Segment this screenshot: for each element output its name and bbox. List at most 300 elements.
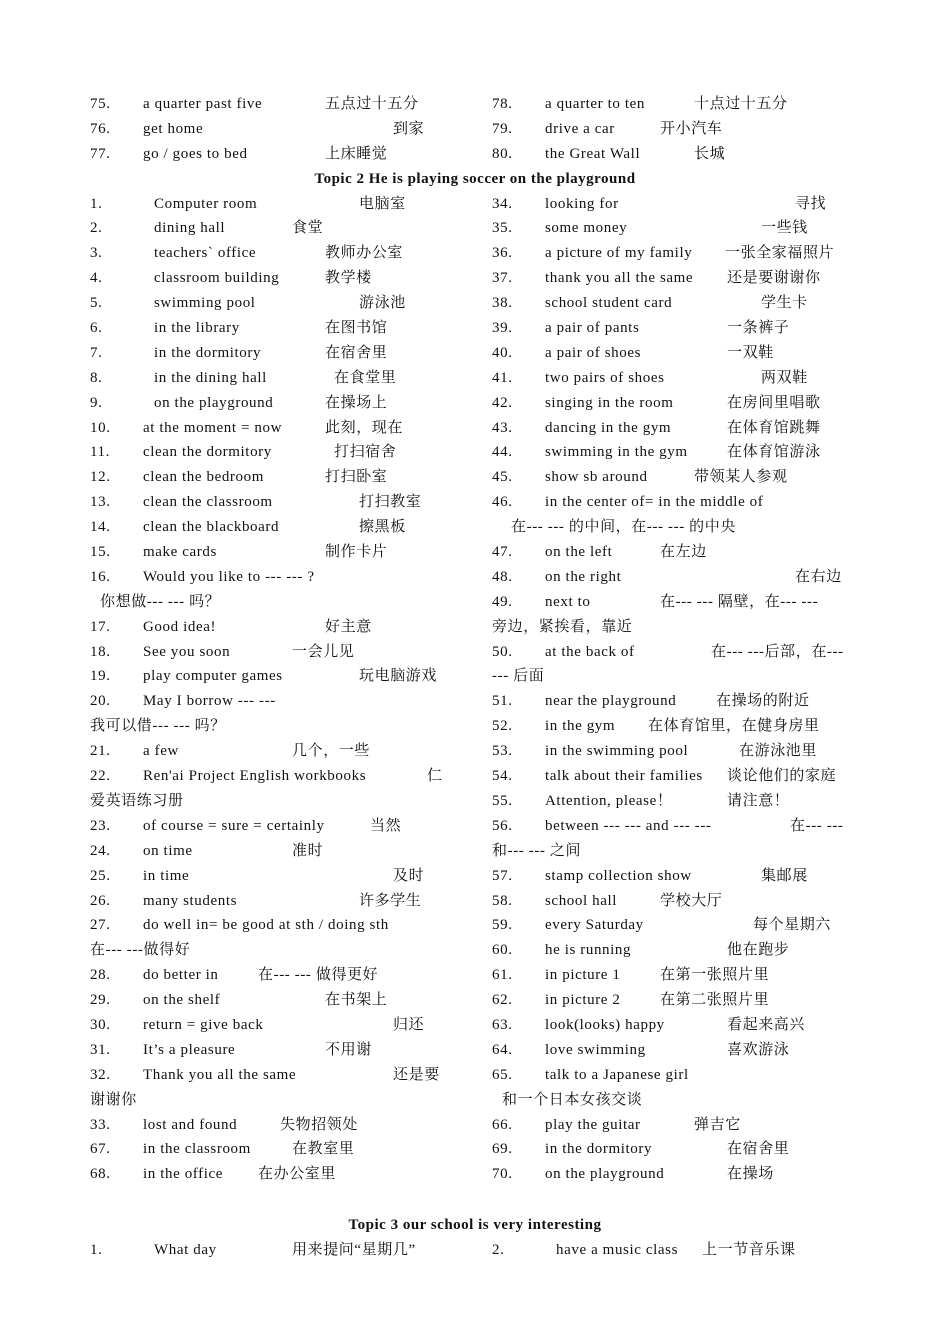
vocab-item xyxy=(492,1038,872,1063)
left-column xyxy=(90,92,470,1187)
vocab-item xyxy=(90,291,470,316)
vocab-item xyxy=(492,366,872,391)
chinese-translation: 教师办公室 xyxy=(325,245,404,262)
english-phrase: What day xyxy=(154,1242,217,1258)
vocab-item xyxy=(492,117,872,142)
vocab-item xyxy=(90,465,470,490)
vocab-item xyxy=(492,1063,872,1088)
english-phrase: clean the blackboard xyxy=(143,519,280,536)
item-number: 70. xyxy=(492,1166,513,1183)
english-phrase: lost and found xyxy=(143,1116,238,1133)
item-number: 36. xyxy=(492,245,513,262)
vocab-item xyxy=(492,241,872,266)
item-number: 41. xyxy=(492,369,513,386)
english-phrase: Would you like to --- --- ? xyxy=(143,568,315,585)
english-phrase: in the dining hall xyxy=(154,369,267,386)
continuation-text: 和一个日本女孩交谈 xyxy=(502,1091,643,1108)
chinese-translation: 在第一张照片里 xyxy=(660,967,770,984)
vocab-item xyxy=(90,1162,470,1187)
vocab-item xyxy=(90,490,470,515)
english-phrase: near the playground xyxy=(545,693,677,710)
english-phrase: on time xyxy=(143,842,193,859)
vocab-item xyxy=(90,117,470,142)
item-number: 4. xyxy=(90,270,103,287)
continuation-text: 爱英语练习册 xyxy=(90,792,184,809)
item-number: 32. xyxy=(90,1066,111,1083)
english-phrase: a picture of my family xyxy=(545,245,693,262)
vocab-item xyxy=(492,590,872,615)
item-number: 28. xyxy=(90,967,111,984)
chinese-translation: 上一节音乐课 xyxy=(702,1242,796,1258)
chinese-translation: 每个星期六 xyxy=(753,917,832,934)
item-number: 2. xyxy=(492,1242,505,1258)
vocab-item xyxy=(492,640,872,665)
item-number: 12. xyxy=(90,469,111,486)
english-phrase: Attention, please！ xyxy=(545,792,673,809)
english-phrase: in the office xyxy=(143,1166,223,1183)
item-number: 21. xyxy=(90,743,111,760)
chinese-translation: 许多学生 xyxy=(359,892,422,909)
chinese-translation: 在房间里唱歌 xyxy=(727,394,821,411)
english-phrase: he is running xyxy=(545,942,632,959)
chinese-translation: 学校大厅 xyxy=(660,892,723,909)
item-number: 60. xyxy=(492,942,513,959)
english-phrase: Thank you all the same xyxy=(143,1066,297,1083)
vocab-item xyxy=(90,913,470,938)
chinese-translation: 在操场的附近 xyxy=(716,693,810,710)
vocab-item xyxy=(492,938,872,963)
chinese-translation: 在--- ---后部，在--- xyxy=(711,643,844,660)
chinese-translation: 在宿舍里 xyxy=(325,344,388,361)
chinese-translation: 在书架上 xyxy=(325,992,388,1009)
chinese-translation: 一双鞋 xyxy=(727,344,774,361)
item-number: 43. xyxy=(492,419,513,436)
item-number: 57. xyxy=(492,867,513,884)
item-number: 48. xyxy=(492,568,513,585)
english-phrase: dining hall xyxy=(154,220,226,237)
english-phrase: do better in xyxy=(143,967,219,984)
vocab-item xyxy=(492,266,872,291)
item-number: 51. xyxy=(492,693,513,710)
vocab-item xyxy=(492,689,872,714)
topic-2-heading: Topic 2 He is playing soccer on the playground xyxy=(314,171,636,187)
vocab-item xyxy=(492,192,872,217)
english-phrase: at the moment = now xyxy=(143,419,283,436)
vocab-item xyxy=(90,142,470,167)
chinese-translation: 擦黑板 xyxy=(359,519,406,536)
item-number: 3. xyxy=(90,245,103,262)
english-phrase: thank you all the same xyxy=(545,270,694,287)
vocab-item xyxy=(90,689,470,714)
item-number: 13. xyxy=(90,494,111,511)
chinese-translation: 在--- --- xyxy=(790,817,844,834)
english-phrase: clean the bedroom xyxy=(143,469,264,486)
chinese-translation: 仁 xyxy=(427,768,443,785)
chinese-translation: 教学楼 xyxy=(325,270,372,287)
item-number: 19. xyxy=(90,668,111,685)
chinese-translation: 在--- --- 做得更好 xyxy=(258,967,379,984)
vocab-item xyxy=(90,963,470,988)
item-number: 78. xyxy=(492,96,513,112)
continuation-line xyxy=(492,664,872,689)
vocab-item xyxy=(492,216,872,241)
chinese-translation: 在--- --- 隔壁，在--- --- xyxy=(660,593,819,610)
chinese-translation: 两双鞋 xyxy=(761,369,808,386)
english-phrase: a quarter to ten xyxy=(545,96,645,112)
vocab-item xyxy=(90,1137,470,1162)
item-number: 5. xyxy=(90,295,103,312)
item-number: 63. xyxy=(492,1016,513,1033)
item-number: 39. xyxy=(492,320,513,337)
english-phrase: make cards xyxy=(143,544,217,561)
continuation-line xyxy=(492,1088,872,1113)
chinese-translation: 学生卡 xyxy=(761,295,808,312)
english-phrase: many students xyxy=(143,892,238,909)
vocab-item xyxy=(90,664,470,689)
english-phrase: look(looks) happy xyxy=(545,1016,665,1033)
item-number: 42. xyxy=(492,394,513,411)
item-number: 8. xyxy=(90,369,103,386)
english-phrase: in the classroom xyxy=(143,1141,251,1158)
chinese-translation: 好主意 xyxy=(325,618,372,635)
vocab-item xyxy=(492,1013,872,1038)
continuation-line xyxy=(90,789,470,814)
item-number: 66. xyxy=(492,1116,513,1133)
chinese-translation: 在第二张照片里 xyxy=(660,992,770,1009)
vocab-item xyxy=(492,889,872,914)
vocab-item xyxy=(492,764,872,789)
english-phrase: Ren'ai Project English workbooks xyxy=(143,768,367,785)
chinese-translation: 此刻，现在 xyxy=(325,419,404,436)
item-number: 11. xyxy=(90,444,110,461)
chinese-translation: 打扫卧室 xyxy=(325,469,388,486)
chinese-translation: 他在跑步 xyxy=(727,942,790,959)
vocab-item xyxy=(492,1162,872,1187)
english-phrase: drive a car xyxy=(545,120,615,137)
chinese-translation: 一些钱 xyxy=(761,220,808,237)
english-phrase: a quarter past five xyxy=(143,96,263,112)
vocab-item xyxy=(90,366,470,391)
vocab-item xyxy=(90,1038,470,1063)
item-number: 23. xyxy=(90,817,111,834)
item-number: 2. xyxy=(90,220,103,237)
vocab-item xyxy=(492,739,872,764)
vocab-item xyxy=(492,440,872,465)
item-number: 33. xyxy=(90,1116,111,1133)
vocab-item xyxy=(492,341,872,366)
vocab-item xyxy=(492,1137,872,1162)
chinese-translation: 不用谢 xyxy=(325,1041,372,1058)
vocab-item xyxy=(492,291,872,316)
english-phrase: in the center of= in the middle of xyxy=(545,494,764,511)
item-number: 6. xyxy=(90,320,103,337)
vocab-item xyxy=(492,416,872,441)
chinese-translation: 带领某人参观 xyxy=(694,469,788,486)
item-number: 7. xyxy=(90,344,103,361)
item-number: 17. xyxy=(90,618,111,635)
vocab-item xyxy=(90,192,470,217)
vocab-item xyxy=(90,814,470,839)
chinese-translation: 打扫教室 xyxy=(359,494,422,511)
item-number: 75. xyxy=(90,96,111,112)
chinese-translation: 请注意！ xyxy=(727,792,790,809)
english-phrase: in the library xyxy=(154,320,240,337)
english-phrase: on the shelf xyxy=(143,992,221,1009)
english-phrase: do well in= be good at sth / doing sth xyxy=(143,917,389,934)
vocab-item xyxy=(90,565,470,590)
chinese-translation: 在体育馆游泳 xyxy=(727,444,821,461)
vocab-item xyxy=(90,241,470,266)
item-number: 67. xyxy=(90,1141,111,1158)
chinese-translation: 电脑室 xyxy=(359,195,406,212)
item-number: 35. xyxy=(492,220,513,237)
chinese-translation: 打扫宿舍 xyxy=(334,444,397,461)
english-phrase: clean the classroom xyxy=(143,494,273,511)
english-phrase: play the guitar xyxy=(545,1116,641,1133)
english-phrase: Computer room xyxy=(154,195,258,212)
chinese-translation: 弹吉它 xyxy=(694,1116,741,1133)
item-number: 69. xyxy=(492,1141,513,1158)
chinese-translation: 在宿舍里 xyxy=(727,1141,790,1158)
chinese-translation: 到家 xyxy=(393,120,425,137)
item-number: 29. xyxy=(90,992,111,1009)
chinese-translation: 在体育馆跳舞 xyxy=(727,419,821,436)
vocab-item xyxy=(492,864,872,889)
item-number: 53. xyxy=(492,743,513,760)
item-number: 64. xyxy=(492,1041,513,1058)
item-number: 27. xyxy=(90,917,111,934)
vocab-item xyxy=(90,1063,470,1088)
english-phrase: stamp collection show xyxy=(545,867,692,884)
english-phrase: on the right xyxy=(545,568,622,585)
english-phrase: See you soon xyxy=(143,643,231,660)
vocab-item xyxy=(90,764,470,789)
english-phrase: show sb around xyxy=(545,469,648,486)
chinese-translation: 在食堂里 xyxy=(334,369,397,386)
english-phrase: swimming in the gym xyxy=(545,444,688,461)
item-number: 59. xyxy=(492,917,513,934)
chinese-translation: 在操场上 xyxy=(325,394,388,411)
item-number: 50. xyxy=(492,643,513,660)
english-phrase: clean the dormitory xyxy=(143,444,272,461)
english-phrase: every Saturday xyxy=(545,917,644,934)
vocab-item xyxy=(90,889,470,914)
item-number: 79. xyxy=(492,120,513,137)
item-number: 62. xyxy=(492,992,513,1009)
vocab-item xyxy=(492,814,872,839)
continuation-text: 我可以借--- --- 吗？ xyxy=(90,718,226,735)
continuation-line xyxy=(90,1088,470,1113)
english-phrase: talk about their families xyxy=(545,768,703,785)
vocab-item xyxy=(90,839,470,864)
chinese-translation: 喜欢游泳 xyxy=(727,1041,790,1058)
english-phrase: in the dormitory xyxy=(545,1141,653,1158)
item-number: 76. xyxy=(90,120,111,137)
item-number: 9. xyxy=(90,394,103,411)
continuation-text: 谢谢你 xyxy=(90,1091,137,1108)
vocab-item xyxy=(492,988,872,1013)
chinese-translation: 归还 xyxy=(393,1016,425,1033)
english-phrase: return = give back xyxy=(143,1016,264,1033)
chinese-translation: 在教室里 xyxy=(292,1141,355,1158)
chinese-translation: 开小汽车 xyxy=(660,120,723,137)
chinese-translation: 一会儿见 xyxy=(292,643,355,660)
item-number: 40. xyxy=(492,344,513,361)
vocab-item xyxy=(90,739,470,764)
item-number: 22. xyxy=(90,768,111,785)
item-number: 31. xyxy=(90,1041,111,1058)
english-phrase: It’s a pleasure xyxy=(143,1041,236,1058)
item-number: 77. xyxy=(90,145,111,162)
chinese-translation: 在图书馆 xyxy=(325,320,388,337)
item-number: 58. xyxy=(492,892,513,909)
item-number: 25. xyxy=(90,867,111,884)
english-phrase: in the dormitory xyxy=(154,344,262,361)
item-number: 34. xyxy=(492,195,513,212)
item-number: 20. xyxy=(90,693,111,710)
chinese-translation: 在体育馆里，在健身房里 xyxy=(648,718,820,735)
english-phrase: singing in the room xyxy=(545,394,674,411)
vocab-item xyxy=(90,864,470,889)
english-phrase: classroom building xyxy=(154,270,280,287)
english-phrase: two pairs of shoes xyxy=(545,369,665,386)
chinese-translation: 在游泳池里 xyxy=(739,743,818,760)
item-number: 55. xyxy=(492,792,513,809)
item-number: 14. xyxy=(90,519,111,536)
item-number: 24. xyxy=(90,842,111,859)
english-phrase: get home xyxy=(143,120,204,137)
vocab-item xyxy=(492,316,872,341)
vocab-item xyxy=(90,391,470,416)
chinese-translation: 制作卡片 xyxy=(325,544,388,561)
vocab-item xyxy=(90,988,470,1013)
vocab-item xyxy=(90,266,470,291)
item-number: 68. xyxy=(90,1166,111,1183)
english-phrase: play computer games xyxy=(143,668,283,685)
chinese-translation: 游泳池 xyxy=(359,295,406,312)
vocab-item xyxy=(90,416,470,441)
item-number: 65. xyxy=(492,1066,513,1083)
english-phrase: dancing in the gym xyxy=(545,419,672,436)
vocab-item xyxy=(492,565,872,590)
vocab-item xyxy=(492,1113,872,1138)
vocab-item xyxy=(492,963,872,988)
vocab-item xyxy=(492,465,872,490)
right-column xyxy=(492,92,872,1187)
english-phrase: in picture 2 xyxy=(545,992,621,1009)
english-phrase: in the swimming pool xyxy=(545,743,689,760)
english-phrase: the Great Wall xyxy=(545,145,641,162)
english-phrase: in the gym xyxy=(545,718,616,735)
continuation-text: 在--- ---做得好 xyxy=(90,942,191,959)
item-number: 16. xyxy=(90,568,111,585)
english-phrase: school student card xyxy=(545,295,673,312)
english-phrase: at the back of xyxy=(545,643,635,660)
item-number: 47. xyxy=(492,544,513,561)
chinese-translation: 及时 xyxy=(393,867,425,884)
chinese-translation: 寻找 xyxy=(795,195,827,212)
vocab-item xyxy=(492,142,872,167)
english-phrase: a pair of pants xyxy=(545,320,640,337)
vocab-item xyxy=(90,216,470,241)
chinese-translation: 在操场 xyxy=(727,1166,774,1183)
english-phrase: school hall xyxy=(545,892,618,909)
chinese-translation: 还是要谢谢你 xyxy=(727,270,821,287)
item-number: 30. xyxy=(90,1016,111,1033)
chinese-translation: 五点过十五分 xyxy=(325,96,419,112)
english-phrase: talk to a Japanese girl xyxy=(545,1066,689,1083)
continuation-text: 你想做--- --- 吗？ xyxy=(100,593,221,610)
english-phrase: love swimming xyxy=(545,1041,646,1058)
english-phrase: of course = sure = certainly xyxy=(143,817,325,834)
chinese-translation: 还是要 xyxy=(393,1066,440,1083)
topic-3-row-2 xyxy=(492,1238,872,1263)
english-phrase: in time xyxy=(143,867,190,884)
chinese-translation: 食堂 xyxy=(292,220,324,237)
english-phrase: a few xyxy=(143,743,179,760)
vocab-item xyxy=(90,92,470,117)
item-number: 26. xyxy=(90,892,111,909)
vocab-item xyxy=(492,391,872,416)
vocab-item xyxy=(90,316,470,341)
vocab-item xyxy=(90,515,470,540)
continuation-text: 在--- --- 的中间，在--- --- 的中央 xyxy=(511,519,736,536)
chinese-translation: 在右边 xyxy=(795,568,842,585)
continuation-text: 旁边，紧挨看，靠近 xyxy=(492,618,633,635)
chinese-translation: 在办公室里 xyxy=(258,1166,337,1183)
item-number: 61. xyxy=(492,967,513,984)
vocab-item xyxy=(90,440,470,465)
english-phrase: on the playground xyxy=(545,1166,665,1183)
vocab-item xyxy=(492,92,872,117)
item-number: 49. xyxy=(492,593,513,610)
vocab-item xyxy=(90,540,470,565)
vocab-item xyxy=(90,1113,470,1138)
english-phrase: on the left xyxy=(545,544,613,561)
english-phrase: a pair of shoes xyxy=(545,344,642,361)
chinese-translation: 在左边 xyxy=(660,544,707,561)
chinese-translation: 一张全家福照片 xyxy=(725,245,835,262)
chinese-translation: 当然 xyxy=(370,817,402,834)
chinese-translation: 上床睡觉 xyxy=(325,145,388,162)
continuation-text: --- 后面 xyxy=(492,668,545,685)
continuation-line xyxy=(492,615,872,640)
english-phrase: Good idea! xyxy=(143,618,217,635)
vocab-item xyxy=(90,640,470,665)
chinese-translation: 用来提问“星期几” xyxy=(292,1242,416,1258)
topic-3-heading: Topic 3 our school is very interesting xyxy=(348,1217,602,1233)
vocab-item xyxy=(492,789,872,814)
english-phrase: between --- --- and --- --- xyxy=(545,817,712,834)
chinese-translation: 集邮展 xyxy=(761,867,808,884)
chinese-translation: 准时 xyxy=(292,842,324,859)
vocab-item xyxy=(90,341,470,366)
chinese-translation: 十点过十五分 xyxy=(694,96,788,112)
english-phrase: some money xyxy=(545,220,628,237)
english-phrase: on the playground xyxy=(154,394,274,411)
vocab-item xyxy=(492,490,872,515)
vocab-item xyxy=(492,540,872,565)
english-phrase: May I borrow --- --- xyxy=(143,693,276,710)
english-phrase: next to xyxy=(545,593,591,610)
topic-3-row-1 xyxy=(90,1238,470,1263)
vocab-item xyxy=(90,1013,470,1038)
chinese-translation: 长城 xyxy=(694,145,726,162)
vocab-item xyxy=(492,714,872,739)
vocab-item xyxy=(492,913,872,938)
continuation-line xyxy=(492,839,872,864)
continuation-line xyxy=(492,515,872,540)
